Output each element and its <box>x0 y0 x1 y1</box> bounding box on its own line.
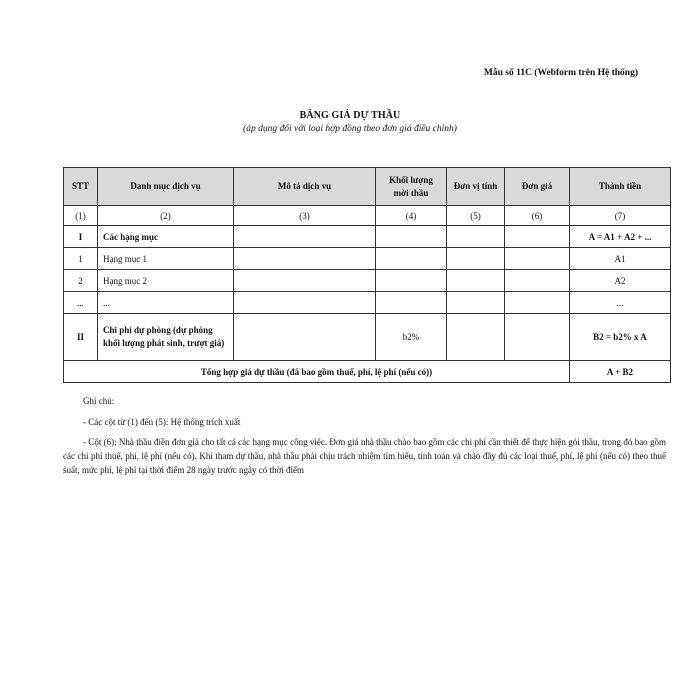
cell-price <box>505 226 570 248</box>
table-row <box>64 248 671 270</box>
cell-qty <box>376 226 447 248</box>
cell-unit <box>447 248 505 270</box>
cell-total: A = A1 + A2 + ... <box>570 226 671 248</box>
header-unit-price: Đơn giá <box>505 168 570 206</box>
cell-total: ... <box>570 292 671 314</box>
bid-price-table <box>63 167 671 383</box>
cell-name: Hạng mục 1 <box>98 248 234 270</box>
cell-stt: ... <box>64 292 98 314</box>
cell-desc <box>234 248 376 270</box>
summary-label: Tổng hợp giá dự thầu (đã bao gồm thuế, phí, lệ phí (nếu có)) <box>64 361 570 383</box>
col-number: (6) <box>505 206 570 226</box>
cell-stt: II <box>64 314 98 361</box>
table-row <box>64 226 671 248</box>
cell-unit <box>447 226 505 248</box>
cell-unit <box>447 292 505 314</box>
cell-qty <box>376 270 447 292</box>
cell-price <box>505 248 570 270</box>
summary-row <box>64 361 671 383</box>
cell-qty <box>376 292 447 314</box>
cell-qty <box>376 248 447 270</box>
cell-total: B2 = b2% x A <box>570 314 671 361</box>
document-title: BẢNG GIÁ DỰ THẦU <box>299 110 401 121</box>
cell-unit <box>447 270 505 292</box>
col-number: (5) <box>447 206 505 226</box>
header-stt: STT <box>64 168 98 206</box>
cell-desc <box>234 292 376 314</box>
col-number: (3) <box>234 206 376 226</box>
col-number: (1) <box>64 206 98 226</box>
table-row <box>64 270 671 292</box>
cell-desc <box>234 314 376 361</box>
col-number: (2) <box>98 206 234 226</box>
cell-desc <box>234 270 376 292</box>
cell-unit <box>447 314 505 361</box>
summary-value: A + B2 <box>570 361 671 383</box>
table-row <box>64 292 671 314</box>
cell-price <box>505 270 570 292</box>
header-amount: Thành tiền <box>570 168 671 206</box>
cell-stt: I <box>64 226 98 248</box>
header-unit: Đơn vị tính <box>447 168 505 206</box>
note-item: - Các cột từ (1) đến (5): Hệ thống trích xuất <box>83 417 241 427</box>
cell-total: A1 <box>570 248 671 270</box>
header-service-description: Mô tả dịch vụ <box>234 168 376 206</box>
cell-desc <box>234 226 376 248</box>
table-header-row <box>64 168 671 206</box>
cell-price <box>505 292 570 314</box>
col-number: (4) <box>376 206 447 226</box>
table-row <box>64 314 671 361</box>
cell-stt: 1 <box>64 248 98 270</box>
form-code: Mẫu số 11C (Webform trên Hệ thống) <box>483 68 638 78</box>
document-subtitle: (áp dụng đối với loại hợp đồng theo đơn giá điều chỉnh) <box>243 124 457 134</box>
cell-name: Hạng mục 2 <box>98 270 234 292</box>
cell-price <box>505 314 570 361</box>
notes-section <box>63 394 666 483</box>
cell-qty: b2% <box>376 314 447 361</box>
column-number-row <box>64 206 671 226</box>
note-item: - Cột (6): Nhà thầu điền đơn giá cho tất cả các hạng mục công việc. Đơn giá nhà thầu chào bao gồm các chi phí cần thiết để thực hiện gói thầu, trong đó bao gồm các chi phí thuế, phí, lệ phí (nếu có). Khi tham dự thầu, nhà thầu phải chịu trách nhiệm tìm hiểu, tính toán và chào đầy đủ các loại thuế, phí, lệ phí (nếu có) theo thuế suất, mức phí, lệ phí tại thời điểm 28 ngày trước ngày có thời điểm <box>63 437 666 475</box>
notes-label: Ghi chú: <box>83 396 115 406</box>
cell-name: Chi phí dự phòng (dự phòng khối lượng phát sinh, trượt giá) <box>98 314 234 361</box>
cell-name: ... <box>98 292 234 314</box>
cell-total: A2 <box>570 270 671 292</box>
cell-name: Các hạng mục <box>98 226 234 248</box>
cell-stt: 2 <box>64 270 98 292</box>
header-quantity: Khối lượng mời thầu <box>376 168 447 206</box>
header-service-category: Danh mục dịch vụ <box>98 168 234 206</box>
col-number: (7) <box>570 206 671 226</box>
